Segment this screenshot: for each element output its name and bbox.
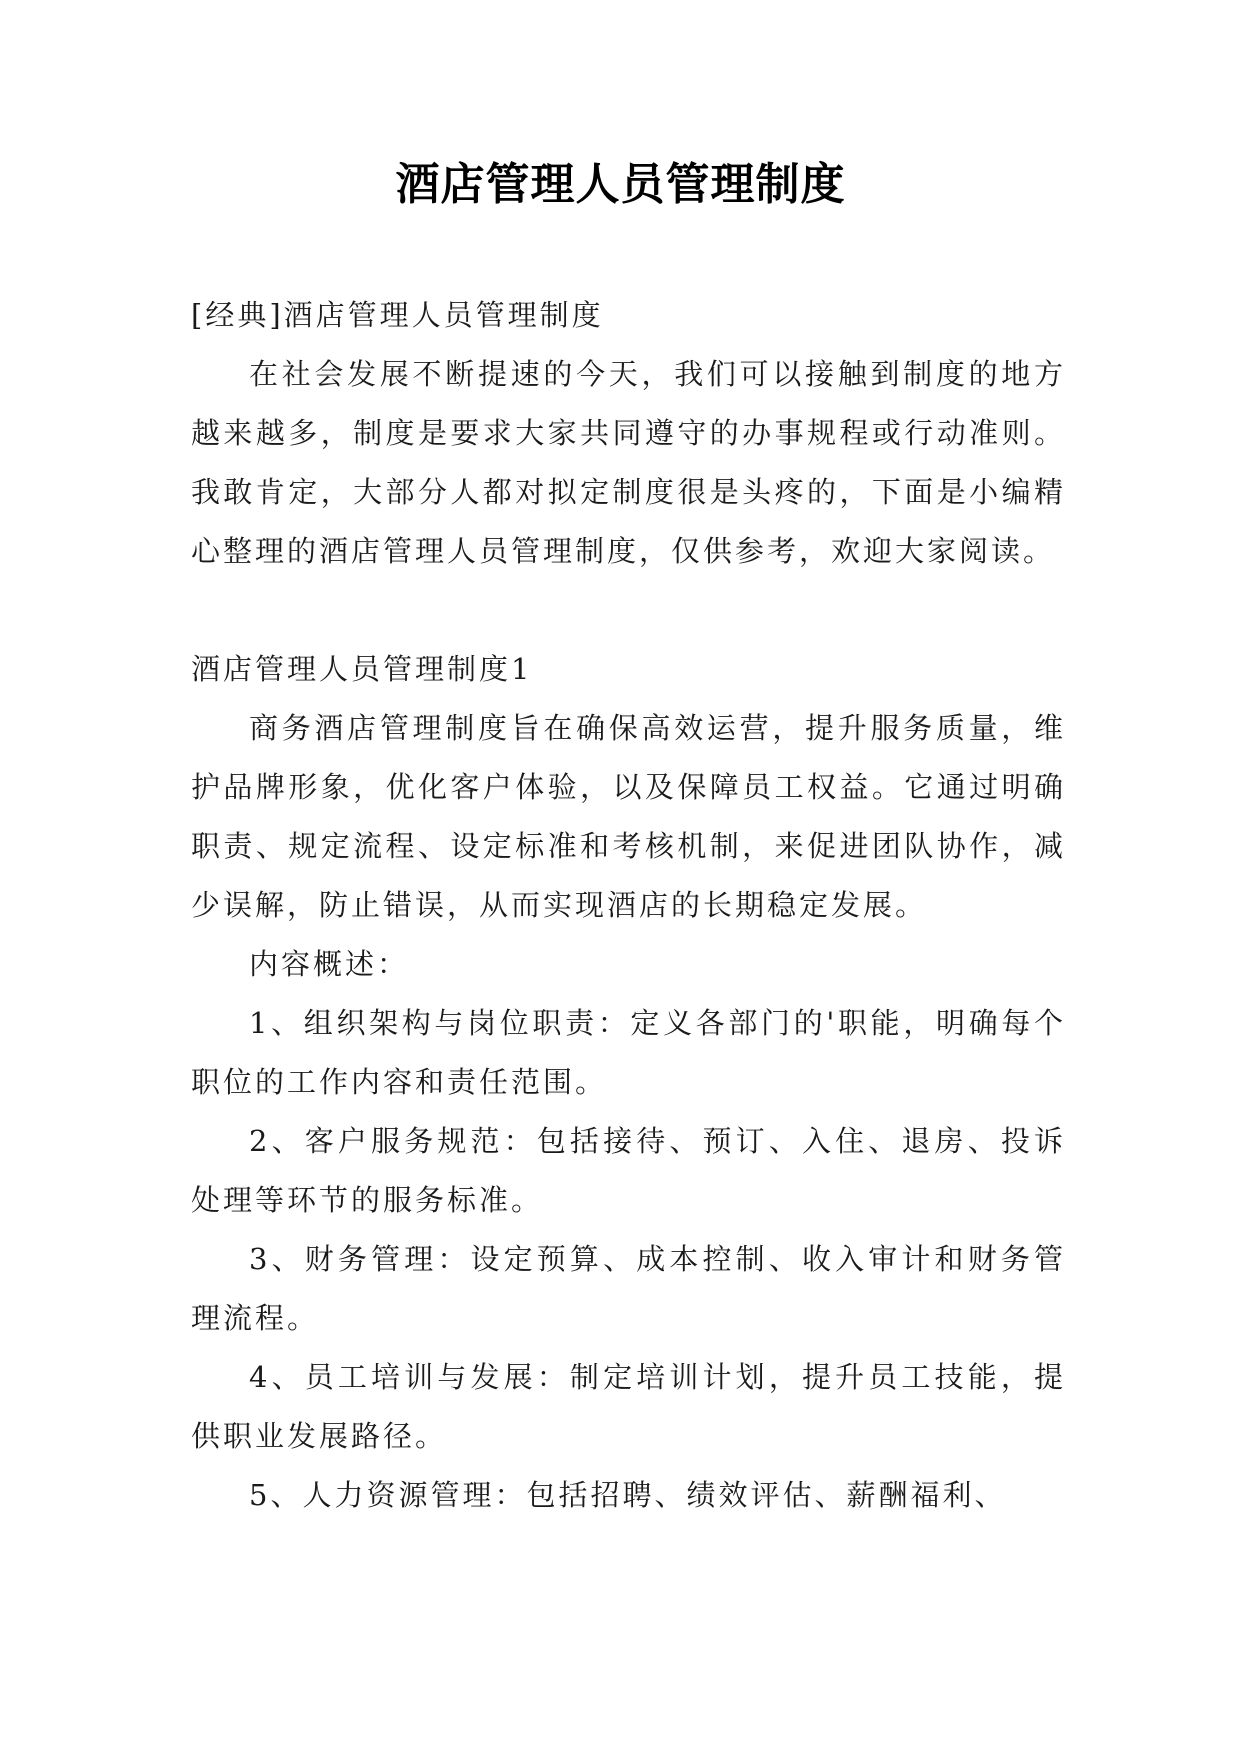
- list-item: 4、员工培训与发展：制定培训计划，提升员工技能，提供职业发展路径。: [191, 1360, 1066, 1453]
- list-item: 1、组织架构与岗位职责：定义各部门的'职能，明确每个职位的工作内容和责任范围。: [191, 1006, 1066, 1099]
- paragraph-spacer: [191, 581, 1066, 640]
- document-title: 酒店管理人员管理制度: [395, 159, 846, 210]
- document-body: [191, 286, 1066, 1525]
- list-item: 3、财务管理：设定预算、成本控制、收入审计和财务管理流程。: [191, 1242, 1066, 1335]
- overview-label: 内容概述：: [249, 947, 410, 981]
- list-item: 2、客户服务规范：包括接待、预订、入住、退房、投诉处理等环节的服务标准。: [191, 1124, 1066, 1217]
- document-subtitle: [经典]酒店管理人员管理制度: [191, 298, 604, 332]
- list-item: 5、人力资源管理：包括招聘、绩效评估、薪酬福利、: [249, 1478, 1007, 1512]
- intro-paragraph: 在社会发展不断提速的今天，我们可以接触到制度的地方越来越多，制度是要求大家共同遵守的办事规程或行动准则。我敢肯定，大部分人都对拟定制度很是头疼的，下面是小编精心整理的酒店管理人员管理制度，仅供参考，欢迎大家阅读。: [191, 357, 1066, 568]
- section-heading: 酒店管理人员管理制度1: [191, 652, 533, 686]
- section-paragraph: 商务酒店管理制度旨在确保高效运营，提升服务质量，维护品牌形象，优化客户体验，以及保障员工权益。它通过明确职责、规定流程、设定标准和考核机制，来促进团队协作，减少误解，防止错误，从而实现酒店的长期稳定发展。: [191, 711, 1066, 922]
